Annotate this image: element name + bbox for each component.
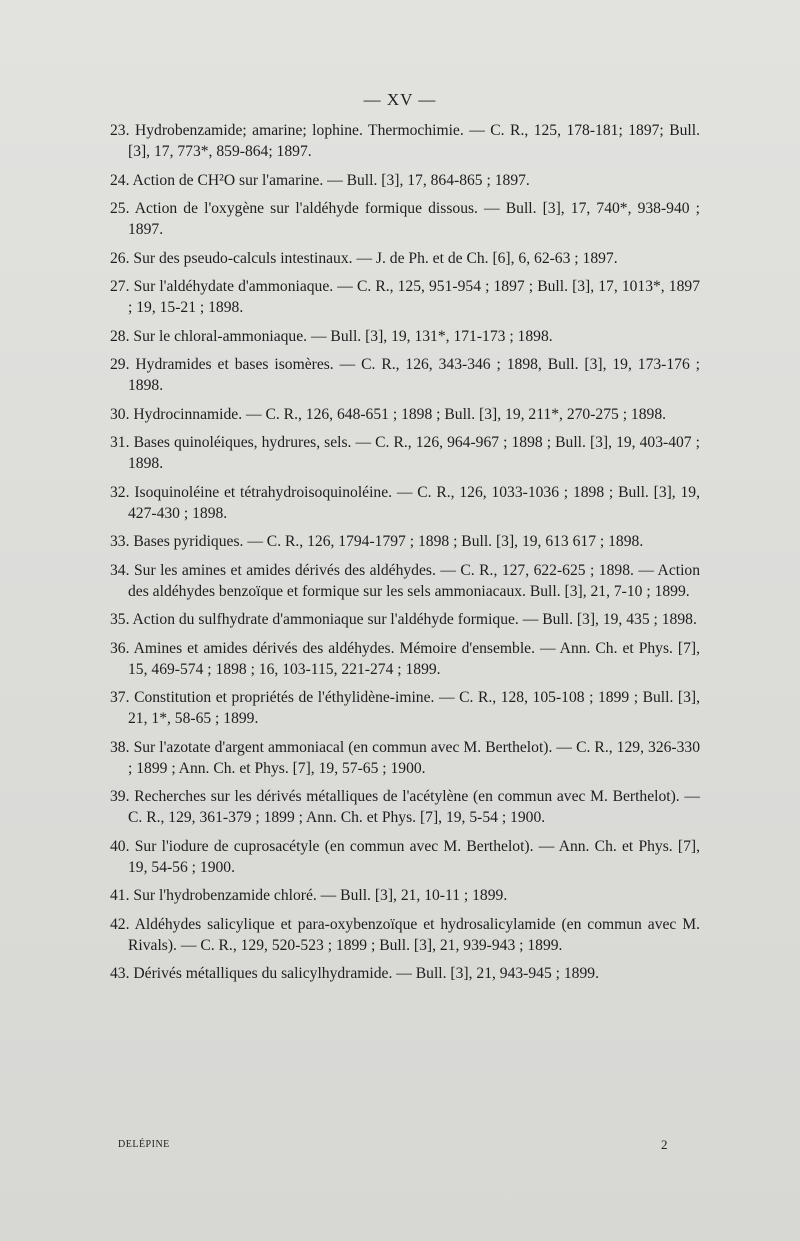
entry-text: Dérivés métalliques du salicylhydramide. — Bull. [3], 21, 943-945 ; 1899. [133, 965, 599, 982]
entry-text: Sur les amines et amides dérivés des aldéhydes. — C. R., 127, 622-625 ; 1898. — Action des aldéhydes benzoïque et formique sur les sels ammoniacaux. Bull. [3], 21, 7-10 ; 1899. [128, 561, 700, 600]
entry-number: 40. [110, 837, 130, 855]
entry-number: 32. [110, 483, 130, 501]
entry-number: 38. [110, 738, 130, 756]
entry-text: Action de CH²O sur l'amarine. — Bull. [3], 17, 864-865 ; 1897. [132, 171, 530, 189]
entry-number: 27. [110, 278, 130, 295]
page-footer [118, 1139, 668, 1153]
bibliography-entry [110, 687, 700, 729]
bibliography-entry [110, 786, 700, 828]
entry-text: Action de l'oxygène sur l'aldéhyde formique dissous. — Bull. [3], 17, 740*, 938-940 ; 1897. [128, 200, 700, 238]
bibliography-entry [110, 170, 700, 191]
bibliography-entry [110, 531, 700, 552]
bibliography-entry [110, 326, 700, 347]
entry-text: Constitution et propriétés de l'éthylidène-imine. — C. R., 128, 105-108 ; 1899 ; Bull. [3], 21, 1*, 58-65 ; 1899. [128, 689, 700, 727]
bibliography-list [110, 120, 700, 992]
entry-text: Bases pyridiques. — C. R., 126, 1794-1797 ; 1898 ; Bull. [3], 19, 613 617 ; 1898. [133, 533, 644, 550]
entry-number: 37. [110, 689, 130, 706]
entry-text: Sur des pseudo-calculs intestinaux. — J. de Ph. et de Ch. [6], 6, 62-63 ; 1897. [133, 249, 618, 267]
entry-number: 25. [110, 200, 130, 217]
page-header: — XV — [363, 90, 437, 109]
bibliography-entry [110, 638, 700, 680]
signature-mark: DELÉPINE [118, 1139, 170, 1150]
entry-text: Recherches sur les dérivés métalliques de l'acétylène (en commun avec M. Berthelot). — C. R., 129, 361-379 ; 1899 ; Ann. Ch. et Phys. [7], 19, 5-54 ; 1900. [128, 788, 700, 826]
entry-text: Hydrobenzamide; amarine; lophine. Thermochimie. — C. R., 125, 178-181; 1897; Bull. [3], 17, 773*, 859-864; 1897. [128, 122, 700, 160]
bibliography-entry [110, 914, 700, 956]
entry-number: 31. [110, 434, 130, 451]
bibliography-entry [110, 248, 700, 269]
entry-number: 24. [110, 171, 130, 189]
bibliography-entry [110, 120, 700, 162]
bibliography-entry [110, 482, 700, 524]
entry-number: 42. [110, 915, 130, 933]
entry-number: 35. [110, 611, 130, 628]
entry-text: Aldéhydes salicylique et para-oxybenzoïque et hydrosalicylamide (en commun avec M. Rivals). — C. R., 129, 520-523 ; 1899 ; Bull. [3], 21, 939-943 ; 1899. [128, 915, 701, 954]
bibliography-entry [110, 354, 700, 396]
bibliography-entry [110, 432, 700, 474]
entry-text: Action du sulfhydrate d'ammoniaque sur l'aldéhyde formique. — Bull. [3], 19, 435 ; 1898. [132, 611, 697, 628]
entry-number: 43. [110, 965, 130, 982]
entry-text: Bases quinoléiques, hydrures, sels. — C. R., 126, 964-967 ; 1898 ; Bull. [3], 19, 403-407 ; 1898. [128, 434, 700, 472]
entry-text: Sur le chloral-ammoniaque. — Bull. [3], 19, 131*, 171-173 ; 1898. [133, 327, 553, 345]
bibliography-entry [110, 404, 700, 425]
entry-text: Sur l'azotate d'argent ammoniacal (en commun avec M. Berthelot). — C. R., 129, 326-330 ; 1899 ; Ann. Ch. et Phys. [7], 19, 57-65 ; 1900. [128, 738, 700, 777]
entry-text: Sur l'hydrobenzamide chloré. — Bull. [3], 21, 10-11 ; 1899. [133, 887, 508, 904]
entry-number: 28. [110, 327, 130, 345]
entry-number: 26. [110, 249, 130, 267]
bibliography-entry [110, 609, 700, 630]
bibliography-entry [110, 737, 700, 779]
entry-number: 30. [110, 405, 130, 423]
entry-number: 23. [110, 122, 130, 139]
entry-text: Sur l'iodure de cuprosacétyle (en commun avec M. Berthelot). — Ann. Ch. et Phys. [7], 19, 54-56 ; 1900. [128, 837, 701, 876]
entry-number: 36. [110, 639, 130, 657]
bibliography-entry [110, 885, 700, 906]
page-number: 2 [661, 1137, 668, 1152]
bibliography-entry [110, 276, 700, 318]
bibliography-entry [110, 963, 700, 984]
entry-number: 29. [110, 356, 130, 373]
entry-number: 39. [110, 788, 130, 805]
bibliography-entry [110, 836, 700, 878]
bibliography-entry [110, 560, 700, 602]
entry-text: Hydramides et bases isomères. — C. R., 126, 343-346 ; 1898, Bull. [3], 19, 173-176 ; 1898. [128, 356, 700, 394]
entry-text: Isoquinoléine et tétrahydroisoquinoléine. — C. R., 126, 1033-1036 ; 1898 ; Bull. [3], 19, 427-430 ; 1898. [128, 483, 701, 522]
entry-text: Amines et amides dérivés des aldéhydes. Mémoire d'ensemble. — Ann. Ch. et Phys. [7], 15, 469-574 ; 1898 ; 16, 103-115, 221-274 ; 1899. [128, 639, 700, 678]
entry-text: Hydrocinnamide. — C. R., 126, 648-651 ; 1898 ; Bull. [3], 19, 211*, 270-275 ; 1898. [133, 405, 667, 423]
entry-number: 41. [110, 887, 130, 904]
entry-number: 34. [110, 561, 130, 579]
entry-text: Sur l'aldéhydate d'ammoniaque. — C. R., 125, 951-954 ; 1897 ; Bull. [3], 17, 1013*, 1897 ; 19, 15-21 ; 1898. [128, 278, 700, 316]
bibliography-entry [110, 198, 700, 240]
entry-number: 33. [110, 533, 130, 550]
